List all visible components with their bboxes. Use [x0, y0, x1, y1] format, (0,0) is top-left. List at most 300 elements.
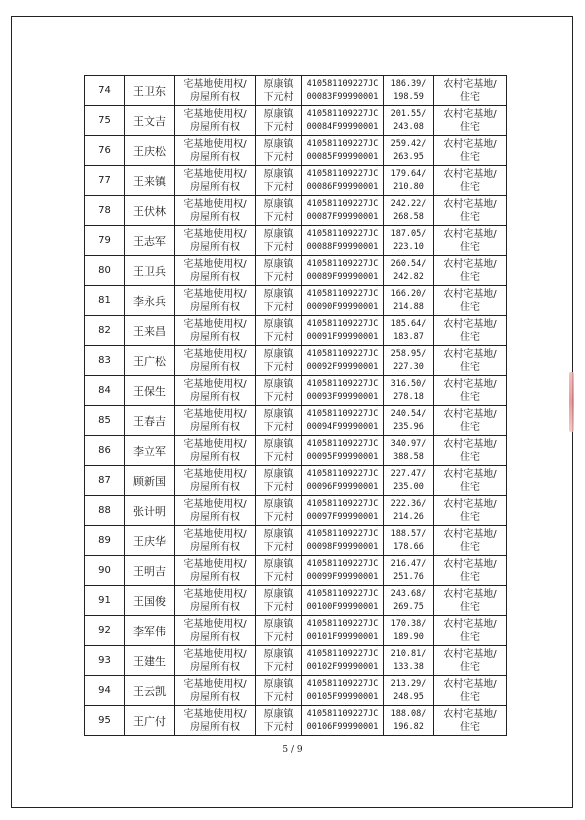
row-area	[384, 136, 434, 166]
row-right-type	[175, 196, 256, 226]
table-row	[85, 316, 507, 346]
row-unit-code-line: 410581109227JC	[306, 498, 379, 509]
row-area	[384, 286, 434, 316]
row-area	[384, 106, 434, 136]
row-unit-code-line: 410581109227JC	[306, 288, 379, 299]
row-location-line: 原康镇	[263, 408, 294, 420]
row-right-type-line: 宅基地使用权/	[183, 78, 247, 90]
row-right-type-line: 房屋所有权	[190, 631, 240, 643]
row-location-line: 原康镇	[263, 468, 294, 480]
row-owner-name: 王志军	[125, 226, 175, 256]
row-area-line: 263.95	[393, 151, 424, 162]
row-use-line: 农村宅基地/	[443, 168, 497, 180]
row-area-line: 210.80	[393, 181, 424, 192]
row-unit-code-line: 00086F99990001	[306, 181, 379, 192]
row-area	[384, 346, 434, 376]
row-right-type-line: 房屋所有权	[190, 391, 240, 403]
row-location-line: 原康镇	[263, 168, 294, 180]
row-use-line: 住宅	[460, 181, 480, 193]
row-use-line: 住宅	[460, 301, 480, 313]
row-location-line: 下元村	[263, 511, 294, 523]
row-use	[434, 106, 507, 136]
row-area	[384, 76, 434, 106]
row-use	[434, 676, 507, 706]
table-row	[85, 616, 507, 646]
row-right-type-line: 房屋所有权	[190, 511, 240, 523]
row-use-line: 农村宅基地/	[443, 348, 497, 360]
row-number: 74	[85, 76, 125, 106]
row-unit-code-line: 410581109227JC	[306, 588, 379, 599]
row-unit-code	[302, 316, 384, 346]
row-right-type-line: 房屋所有权	[190, 241, 240, 253]
row-right-type	[175, 346, 256, 376]
row-area-line: 388.58	[393, 451, 424, 462]
row-unit-code-line: 410581109227JC	[306, 558, 379, 569]
row-use	[434, 196, 507, 226]
row-location-line: 原康镇	[263, 588, 294, 600]
row-number: 87	[85, 466, 125, 496]
row-use-line: 农村宅基地/	[443, 318, 497, 330]
row-right-type-line: 房屋所有权	[190, 481, 240, 493]
row-use-line: 农村宅基地/	[443, 378, 497, 390]
row-location-line: 下元村	[263, 271, 294, 283]
row-right-type-line: 宅基地使用权/	[183, 258, 247, 270]
row-use-line: 住宅	[460, 601, 480, 613]
row-right-type	[175, 286, 256, 316]
row-use-line: 农村宅基地/	[443, 258, 497, 270]
row-location-line: 下元村	[263, 691, 294, 703]
row-use	[434, 346, 507, 376]
row-use	[434, 136, 507, 166]
row-location	[256, 376, 302, 406]
row-use	[434, 556, 507, 586]
row-area-line: 269.75	[393, 601, 424, 612]
row-owner-name: 王国俊	[125, 586, 175, 616]
row-location-line: 原康镇	[263, 288, 294, 300]
row-right-type-line: 宅基地使用权/	[183, 678, 247, 690]
row-right-type-line: 宅基地使用权/	[183, 468, 247, 480]
row-unit-code	[302, 136, 384, 166]
row-right-type	[175, 616, 256, 646]
row-area	[384, 376, 434, 406]
row-unit-code-line: 410581109227JC	[306, 648, 379, 659]
row-unit-code-line: 00096F99990001	[306, 481, 379, 492]
row-area	[384, 406, 434, 436]
row-area-line: 186.39/	[390, 78, 427, 89]
row-right-type-line: 房屋所有权	[190, 331, 240, 343]
row-unit-code	[302, 496, 384, 526]
row-owner-name: 王伏林	[125, 196, 175, 226]
row-right-type-line: 宅基地使用权/	[183, 198, 247, 210]
row-unit-code	[302, 556, 384, 586]
row-area	[384, 256, 434, 286]
row-unit-code	[302, 646, 384, 676]
row-use-line: 农村宅基地/	[443, 108, 497, 120]
row-owner-name: 王广付	[125, 706, 175, 736]
row-unit-code-line: 410581109227JC	[306, 138, 379, 149]
row-use-line: 住宅	[460, 631, 480, 643]
row-unit-code-line: 410581109227JC	[306, 528, 379, 539]
table-row	[85, 586, 507, 616]
row-use-line: 住宅	[460, 571, 480, 583]
row-area	[384, 526, 434, 556]
row-location-line: 下元村	[263, 301, 294, 313]
table-row	[85, 376, 507, 406]
row-use-line: 住宅	[460, 451, 480, 463]
row-location-line: 下元村	[263, 451, 294, 463]
row-use-line: 农村宅基地/	[443, 678, 497, 690]
row-area-line: 240.54/	[390, 408, 427, 419]
row-use	[434, 586, 507, 616]
row-owner-name: 顾新国	[125, 466, 175, 496]
row-location	[256, 226, 302, 256]
row-area-line: 223.10	[393, 241, 424, 252]
row-unit-code-line: 410581109227JC	[306, 228, 379, 239]
row-area-line: 201.55/	[390, 108, 427, 119]
row-right-type	[175, 106, 256, 136]
row-right-type-line: 房屋所有权	[190, 451, 240, 463]
row-area-line: 243.68/	[390, 588, 427, 599]
row-location-line: 下元村	[263, 421, 294, 433]
table-body	[85, 76, 507, 736]
row-location-line: 下元村	[263, 361, 294, 373]
row-right-type	[175, 256, 256, 286]
row-location-line: 原康镇	[263, 498, 294, 510]
row-area-line: 242.22/	[390, 198, 427, 209]
row-unit-code-line: 00089F99990001	[306, 271, 379, 282]
row-use	[434, 166, 507, 196]
row-use-line: 住宅	[460, 331, 480, 343]
seal-stamp-fragment	[569, 372, 574, 432]
row-unit-code-line: 00090F99990001	[306, 301, 379, 312]
row-area	[384, 556, 434, 586]
row-area-line: 251.76	[393, 571, 424, 582]
row-owner-name: 王来镇	[125, 166, 175, 196]
row-right-type-line: 宅基地使用权/	[183, 318, 247, 330]
row-unit-code-line: 410581109227JC	[306, 678, 379, 689]
row-area-line: 248.95	[393, 691, 424, 702]
row-area-line: 198.59	[393, 91, 424, 102]
row-owner-name: 王广松	[125, 346, 175, 376]
row-unit-code-line: 00100F99990001	[306, 601, 379, 612]
row-use	[434, 646, 507, 676]
row-right-type	[175, 376, 256, 406]
row-unit-code-line: 410581109227JC	[306, 618, 379, 629]
row-right-type	[175, 316, 256, 346]
row-location-line: 原康镇	[263, 348, 294, 360]
row-use	[434, 496, 507, 526]
row-right-type-line: 宅基地使用权/	[183, 648, 247, 660]
row-unit-code-line: 00098F99990001	[306, 541, 379, 552]
row-right-type-line: 宅基地使用权/	[183, 528, 247, 540]
row-unit-code	[302, 466, 384, 496]
row-unit-code-line: 410581109227JC	[306, 348, 379, 359]
row-location-line: 下元村	[263, 721, 294, 733]
row-use	[434, 76, 507, 106]
row-right-type-line: 宅基地使用权/	[183, 138, 247, 150]
row-unit-code	[302, 586, 384, 616]
row-use-line: 住宅	[460, 661, 480, 673]
row-use-line: 农村宅基地/	[443, 408, 497, 420]
row-area	[384, 166, 434, 196]
row-location	[256, 616, 302, 646]
row-use	[434, 526, 507, 556]
row-location-line: 下元村	[263, 481, 294, 493]
row-area-line: 188.57/	[390, 528, 427, 539]
row-area-line: 278.18	[393, 391, 424, 402]
property-rights-table	[84, 75, 507, 736]
row-unit-code-line: 410581109227JC	[306, 378, 379, 389]
row-location	[256, 676, 302, 706]
row-use-line: 住宅	[460, 481, 480, 493]
row-right-type-line: 宅基地使用权/	[183, 708, 247, 720]
row-area-line: 242.82	[393, 271, 424, 282]
row-location	[256, 196, 302, 226]
row-area-line: 170.38/	[390, 618, 427, 629]
row-area-line: 187.05/	[390, 228, 427, 239]
row-right-type	[175, 556, 256, 586]
row-use-line: 农村宅基地/	[443, 498, 497, 510]
row-location	[256, 106, 302, 136]
row-right-type-line: 房屋所有权	[190, 571, 240, 583]
row-right-type-line: 宅基地使用权/	[183, 228, 247, 240]
row-right-type-line: 房屋所有权	[190, 541, 240, 553]
table-row	[85, 526, 507, 556]
row-use	[434, 286, 507, 316]
row-unit-code-line: 410581109227JC	[306, 408, 379, 419]
row-use-line: 农村宅基地/	[443, 438, 497, 450]
row-area	[384, 676, 434, 706]
row-right-type-line: 宅基地使用权/	[183, 168, 247, 180]
row-unit-code-line: 00083F99990001	[306, 91, 379, 102]
row-number: 85	[85, 406, 125, 436]
row-number: 75	[85, 106, 125, 136]
row-location-line: 下元村	[263, 331, 294, 343]
row-right-type-line: 宅基地使用权/	[183, 438, 247, 450]
row-use	[434, 406, 507, 436]
row-use-line: 农村宅基地/	[443, 468, 497, 480]
row-right-type-line: 宅基地使用权/	[183, 588, 247, 600]
row-right-type-line: 房屋所有权	[190, 271, 240, 283]
row-number: 90	[85, 556, 125, 586]
row-area-line: 183.87	[393, 331, 424, 342]
row-right-type-line: 房屋所有权	[190, 301, 240, 313]
row-right-type-line: 宅基地使用权/	[183, 108, 247, 120]
row-area-line: 260.54/	[390, 258, 427, 269]
row-location	[256, 406, 302, 436]
row-owner-name: 张计明	[125, 496, 175, 526]
row-use-line: 农村宅基地/	[443, 288, 497, 300]
table-row	[85, 286, 507, 316]
row-owner-name: 王卫兵	[125, 256, 175, 286]
row-unit-code-line: 00091F99990001	[306, 331, 379, 342]
row-location	[256, 136, 302, 166]
row-unit-code	[302, 616, 384, 646]
row-location-line: 原康镇	[263, 708, 294, 720]
row-location-line: 下元村	[263, 91, 294, 103]
row-owner-name: 李军伟	[125, 616, 175, 646]
row-location-line: 原康镇	[263, 438, 294, 450]
row-unit-code	[302, 196, 384, 226]
row-unit-code-line: 00088F99990001	[306, 241, 379, 252]
row-use-line: 农村宅基地/	[443, 198, 497, 210]
row-area	[384, 466, 434, 496]
row-use-line: 住宅	[460, 541, 480, 553]
row-unit-code	[302, 76, 384, 106]
row-right-type	[175, 76, 256, 106]
row-area	[384, 196, 434, 226]
row-unit-code-line: 410581109227JC	[306, 318, 379, 329]
row-use	[434, 226, 507, 256]
table-row	[85, 76, 507, 106]
row-number: 88	[85, 496, 125, 526]
row-use-line: 农村宅基地/	[443, 648, 497, 660]
row-location-line: 原康镇	[263, 318, 294, 330]
row-use-line: 住宅	[460, 391, 480, 403]
row-location-line: 原康镇	[263, 528, 294, 540]
row-right-type-line: 宅基地使用权/	[183, 348, 247, 360]
row-unit-code-line: 00105F99990001	[306, 691, 379, 702]
row-location	[256, 166, 302, 196]
row-location	[256, 496, 302, 526]
row-area-line: 316.50/	[390, 378, 427, 389]
row-unit-code-line: 00099F99990001	[306, 571, 379, 582]
row-location-line: 原康镇	[263, 648, 294, 660]
table-row	[85, 646, 507, 676]
row-location	[256, 586, 302, 616]
row-unit-code-line: 410581109227JC	[306, 198, 379, 209]
row-right-type-line: 房屋所有权	[190, 121, 240, 133]
row-owner-name: 王卫东	[125, 76, 175, 106]
row-right-type	[175, 676, 256, 706]
row-area-line: 222.36/	[390, 498, 427, 509]
row-right-type	[175, 526, 256, 556]
row-location	[256, 316, 302, 346]
row-unit-code	[302, 166, 384, 196]
row-use-line: 农村宅基地/	[443, 528, 497, 540]
row-use-line: 住宅	[460, 151, 480, 163]
table-row	[85, 706, 507, 736]
row-use-line: 住宅	[460, 241, 480, 253]
row-unit-code	[302, 286, 384, 316]
row-owner-name: 王来昌	[125, 316, 175, 346]
row-unit-code-line: 410581109227JC	[306, 108, 379, 119]
row-area-line: 196.82	[393, 721, 424, 732]
row-right-type	[175, 496, 256, 526]
row-unit-code	[302, 406, 384, 436]
row-unit-code-line: 410581109227JC	[306, 438, 379, 449]
row-location-line: 原康镇	[263, 78, 294, 90]
row-owner-name: 王建生	[125, 646, 175, 676]
table-row	[85, 106, 507, 136]
row-area-line: 210.81/	[390, 648, 427, 659]
row-use-line: 农村宅基地/	[443, 588, 497, 600]
row-location	[256, 346, 302, 376]
row-owner-name: 王明吉	[125, 556, 175, 586]
row-unit-code-line: 00095F99990001	[306, 451, 379, 462]
row-location-line: 原康镇	[263, 558, 294, 570]
row-location-line: 原康镇	[263, 198, 294, 210]
row-right-type-line: 宅基地使用权/	[183, 378, 247, 390]
row-use-line: 住宅	[460, 211, 480, 223]
row-use	[434, 436, 507, 466]
row-right-type	[175, 706, 256, 736]
row-right-type-line: 宅基地使用权/	[183, 618, 247, 630]
row-right-type-line: 宅基地使用权/	[183, 558, 247, 570]
row-area-line: 214.88	[393, 301, 424, 312]
row-area-line: 227.47/	[390, 468, 427, 479]
row-right-type-line: 房屋所有权	[190, 151, 240, 163]
row-right-type	[175, 226, 256, 256]
row-unit-code-line: 410581109227JC	[306, 708, 379, 719]
row-location	[256, 646, 302, 676]
row-location	[256, 76, 302, 106]
row-right-type-line: 房屋所有权	[190, 91, 240, 103]
row-area	[384, 706, 434, 736]
row-use-line: 农村宅基地/	[443, 228, 497, 240]
row-use-line: 住宅	[460, 721, 480, 733]
row-unit-code	[302, 376, 384, 406]
row-area-line: 179.64/	[390, 168, 427, 179]
row-area	[384, 646, 434, 676]
row-number: 76	[85, 136, 125, 166]
row-unit-code-line: 00106F99990001	[306, 721, 379, 732]
row-unit-code-line: 00085F99990001	[306, 151, 379, 162]
row-right-type-line: 房屋所有权	[190, 361, 240, 373]
row-number: 92	[85, 616, 125, 646]
row-location-line: 下元村	[263, 391, 294, 403]
row-unit-code	[302, 436, 384, 466]
row-owner-name: 王文吉	[125, 106, 175, 136]
row-use-line: 住宅	[460, 511, 480, 523]
row-area	[384, 616, 434, 646]
row-area-line: 214.26	[393, 511, 424, 522]
row-use-line: 住宅	[460, 121, 480, 133]
row-location	[256, 526, 302, 556]
row-unit-code	[302, 676, 384, 706]
row-area-line: 213.29/	[390, 678, 427, 689]
row-location-line: 原康镇	[263, 378, 294, 390]
row-area-line: 216.47/	[390, 558, 427, 569]
row-use-line: 住宅	[460, 421, 480, 433]
row-number: 93	[85, 646, 125, 676]
row-area-line: 227.30	[393, 361, 424, 372]
row-number: 86	[85, 436, 125, 466]
row-use-line: 农村宅基地/	[443, 708, 497, 720]
row-owner-name: 李立军	[125, 436, 175, 466]
row-unit-code-line: 00087F99990001	[306, 211, 379, 222]
row-location	[256, 706, 302, 736]
row-use-line: 住宅	[460, 91, 480, 103]
table-row	[85, 466, 507, 496]
row-area-line: 178.66	[393, 541, 424, 552]
row-use-line: 农村宅基地/	[443, 558, 497, 570]
row-right-type	[175, 166, 256, 196]
row-area-line: 268.58	[393, 211, 424, 222]
row-number: 94	[85, 676, 125, 706]
table-row	[85, 166, 507, 196]
row-location-line: 下元村	[263, 181, 294, 193]
row-owner-name: 王春吉	[125, 406, 175, 436]
row-area-line: 185.64/	[390, 318, 427, 329]
row-number: 89	[85, 526, 125, 556]
row-unit-code-line: 410581109227JC	[306, 168, 379, 179]
table-row	[85, 676, 507, 706]
row-location-line: 下元村	[263, 571, 294, 583]
row-area	[384, 496, 434, 526]
row-owner-name: 王保生	[125, 376, 175, 406]
table-row	[85, 226, 507, 256]
